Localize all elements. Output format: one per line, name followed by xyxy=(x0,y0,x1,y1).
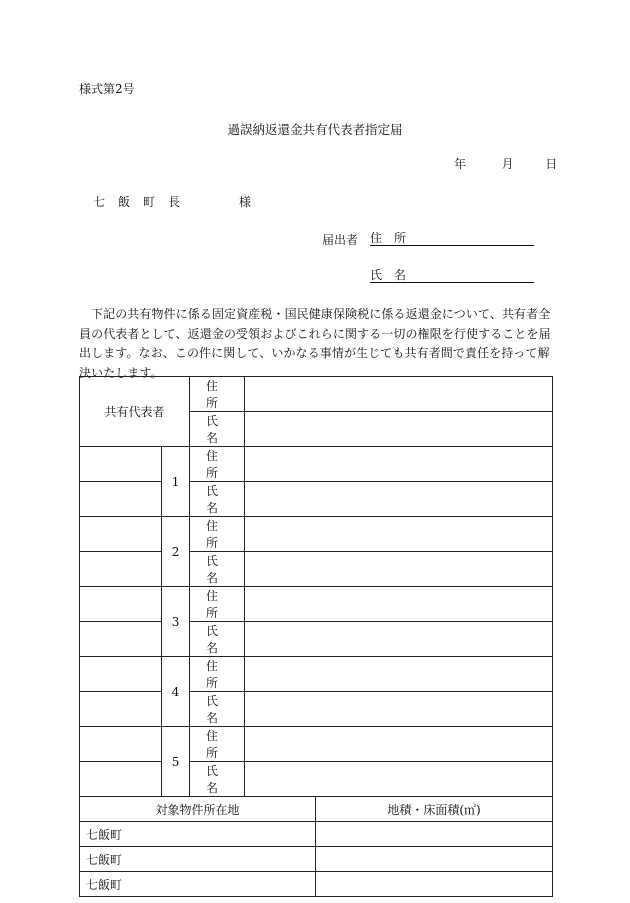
property-header-row xyxy=(80,797,553,822)
property-row xyxy=(80,822,553,847)
co-owner-address-cell[interactable] xyxy=(245,587,553,622)
co-owner-name-label: 氏名 xyxy=(190,482,245,517)
addressee-honorific: 様 xyxy=(239,195,252,209)
co-owner-name-label: 氏名 xyxy=(190,762,245,797)
year-label: 年 xyxy=(454,157,467,171)
representative-address-row xyxy=(80,377,553,412)
date-line xyxy=(454,155,557,172)
co-owner-name-label: 氏名 xyxy=(190,622,245,657)
addressee xyxy=(93,193,251,210)
property-location-header: 対象物件所在地 xyxy=(80,797,316,822)
co-owner-address-row xyxy=(80,587,553,622)
co-owner-side-cell[interactable] xyxy=(80,517,162,552)
co-owner-name-cell[interactable] xyxy=(245,552,553,587)
co-owner-address-label: 住所 xyxy=(190,587,245,622)
property-row xyxy=(80,872,553,897)
co-owner-number: 3 xyxy=(162,587,190,657)
document-title: 過誤納返還金共有代表者指定届 xyxy=(227,122,403,137)
property-location-cell[interactable]: 七飯町 xyxy=(80,847,316,872)
property-area-cell[interactable] xyxy=(316,872,553,897)
representative-name-label: 氏名 xyxy=(190,412,245,447)
co-owner-name-cell[interactable] xyxy=(245,482,553,517)
co-owner-name-cell[interactable] xyxy=(245,762,553,797)
co-owner-address-label: 住所 xyxy=(190,517,245,552)
co-owner-name-row xyxy=(80,482,553,517)
co-owner-side-cell[interactable] xyxy=(80,587,162,622)
co-owner-address-row xyxy=(80,447,553,482)
co-owner-address-label: 住所 xyxy=(190,727,245,762)
co-owner-address-row xyxy=(80,517,553,552)
applicant-address-label: 住所 xyxy=(370,231,419,245)
day-label: 日 xyxy=(545,157,558,171)
co-owner-name-cell[interactable] xyxy=(245,622,553,657)
applicant-name-label: 氏名 xyxy=(370,268,419,282)
representative-name-cell[interactable] xyxy=(245,412,553,447)
property-area-header: 地積・床面積(㎡) xyxy=(316,797,553,822)
co-owner-address-cell[interactable] xyxy=(245,447,553,482)
co-owner-number: 1 xyxy=(162,447,190,517)
month-label: 月 xyxy=(501,157,514,171)
representative-address-cell[interactable] xyxy=(245,377,553,412)
co-owner-name-row xyxy=(80,552,553,587)
form-number: 様式第2号 xyxy=(79,82,135,96)
property-location-cell[interactable]: 七飯町 xyxy=(80,822,316,847)
co-owner-address-row xyxy=(80,727,553,762)
property-area-cell[interactable] xyxy=(316,822,553,847)
co-owner-side-cell[interactable] xyxy=(80,692,162,727)
co-owner-side-cell[interactable] xyxy=(80,727,162,762)
co-owner-side-cell[interactable] xyxy=(80,482,162,517)
applicant-address-field[interactable] xyxy=(370,229,534,246)
property-row xyxy=(80,847,553,872)
addressee-town: 七飯町長 xyxy=(93,195,194,209)
co-owner-address-label: 住所 xyxy=(190,657,245,692)
co-owner-name-cell[interactable] xyxy=(245,692,553,727)
property-area-cell[interactable] xyxy=(316,847,553,872)
property-location-cell[interactable]: 七飯町 xyxy=(80,872,316,897)
co-owner-side-cell[interactable] xyxy=(80,447,162,482)
representative-label: 共有代表者 xyxy=(80,377,190,447)
declaration-text: 下記の共有物件に係る固定資産税・国民健康保険税に係る返還金について、共有者全員の代表者として、返還金の受領およびこれらに関する一切の権限を行使することを届出します。なお、この件に関して、いかなる事情が生じても共有者間で責任を持って解決いたします。 xyxy=(79,307,551,380)
co-owner-table xyxy=(79,376,553,897)
co-owner-name-label: 氏名 xyxy=(190,552,245,587)
co-owner-name-row xyxy=(80,762,553,797)
co-owner-address-row xyxy=(80,657,553,692)
co-owner-name-label: 氏名 xyxy=(190,692,245,727)
representative-address-label: 住所 xyxy=(190,377,245,412)
co-owner-number: 5 xyxy=(162,727,190,797)
co-owner-side-cell[interactable] xyxy=(80,552,162,587)
co-owner-name-row xyxy=(80,692,553,727)
co-owner-number: 2 xyxy=(162,517,190,587)
co-owner-address-cell[interactable] xyxy=(245,727,553,762)
co-owner-address-cell[interactable] xyxy=(245,657,553,692)
co-owner-address-cell[interactable] xyxy=(245,517,553,552)
co-owner-number: 4 xyxy=(162,657,190,727)
applicant-label: 届出者 xyxy=(322,233,359,247)
co-owner-side-cell[interactable] xyxy=(80,622,162,657)
co-owner-side-cell[interactable] xyxy=(80,762,162,797)
co-owner-name-row xyxy=(80,622,553,657)
applicant-name-field[interactable] xyxy=(370,266,534,283)
co-owner-side-cell[interactable] xyxy=(80,657,162,692)
co-owner-address-label: 住所 xyxy=(190,447,245,482)
